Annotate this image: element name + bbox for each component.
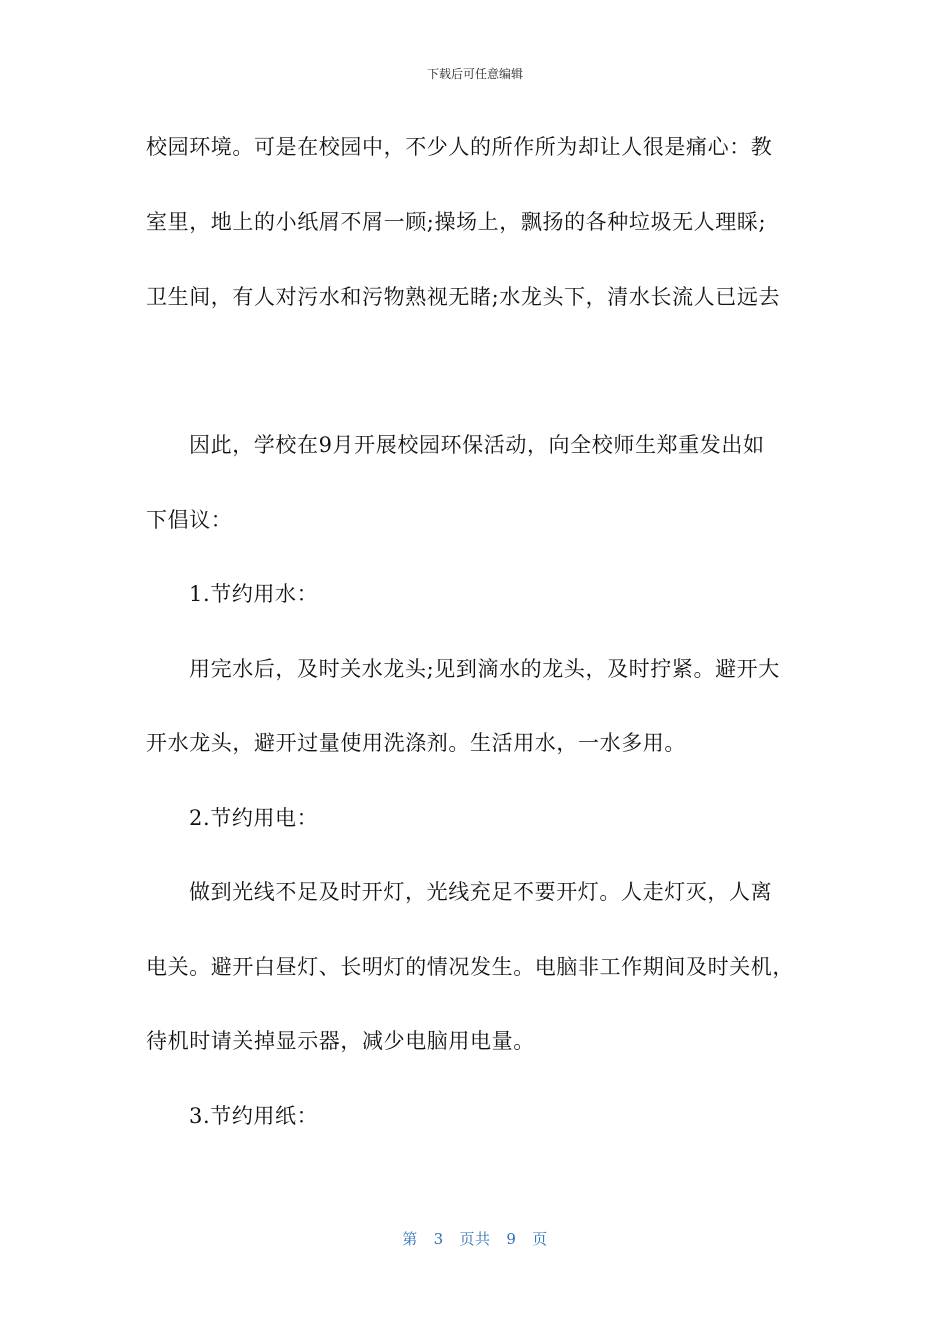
paragraph-line: 下倡议：: [146, 508, 233, 532]
paragraph-line: 电关。避开白昼灯、长明灯的情况发生。电脑非工作期间及时关机，: [146, 955, 794, 979]
section-heading: 3.节约用纸：: [189, 1104, 319, 1128]
footer-middle: 页共: [459, 1230, 491, 1248]
footer-suffix: 页: [532, 1230, 548, 1248]
section-heading: 2.节约用电：: [189, 806, 319, 830]
footer-prefix: 第: [402, 1230, 418, 1248]
paragraph-line: 用完水后，及时关水龙头;见到滴水的龙头，及时拧紧。避开大: [189, 657, 780, 681]
paragraph-line: 卫生间，有人对污水和污物熟视无睹;水龙头下，清水长流人已远去: [146, 285, 781, 309]
paragraph-line: 开水龙头，避开过量使用洗涤剂。生活用水，一水多用。: [146, 731, 686, 755]
paragraph-line: 因此，学校在9月开展校园环保活动，向全校师生郑重发出如: [189, 433, 765, 457]
page-header-note: 下载后可任意编辑: [426, 67, 523, 81]
paragraph-line: 待机时请关掉显示器，减少电脑用电量。: [146, 1029, 535, 1053]
footer-total-pages: 9: [506, 1230, 517, 1248]
paragraph-line: 校园环境。可是在校园中，不少人的所作所为却让人很是痛心：教: [146, 135, 773, 159]
footer-current-page: 3: [433, 1230, 444, 1248]
paragraph-line: 室里，地上的小纸屑不屑一顾;操场上，飘扬的各种垃圾无人理睬;: [146, 210, 767, 234]
section-heading: 1.节约用水：: [189, 582, 319, 606]
paragraph-line: 做到光线不足及时开灯，光线充足不要开灯。人走灯灭，人离: [189, 880, 773, 904]
page-footer: [0, 1229, 950, 1249]
